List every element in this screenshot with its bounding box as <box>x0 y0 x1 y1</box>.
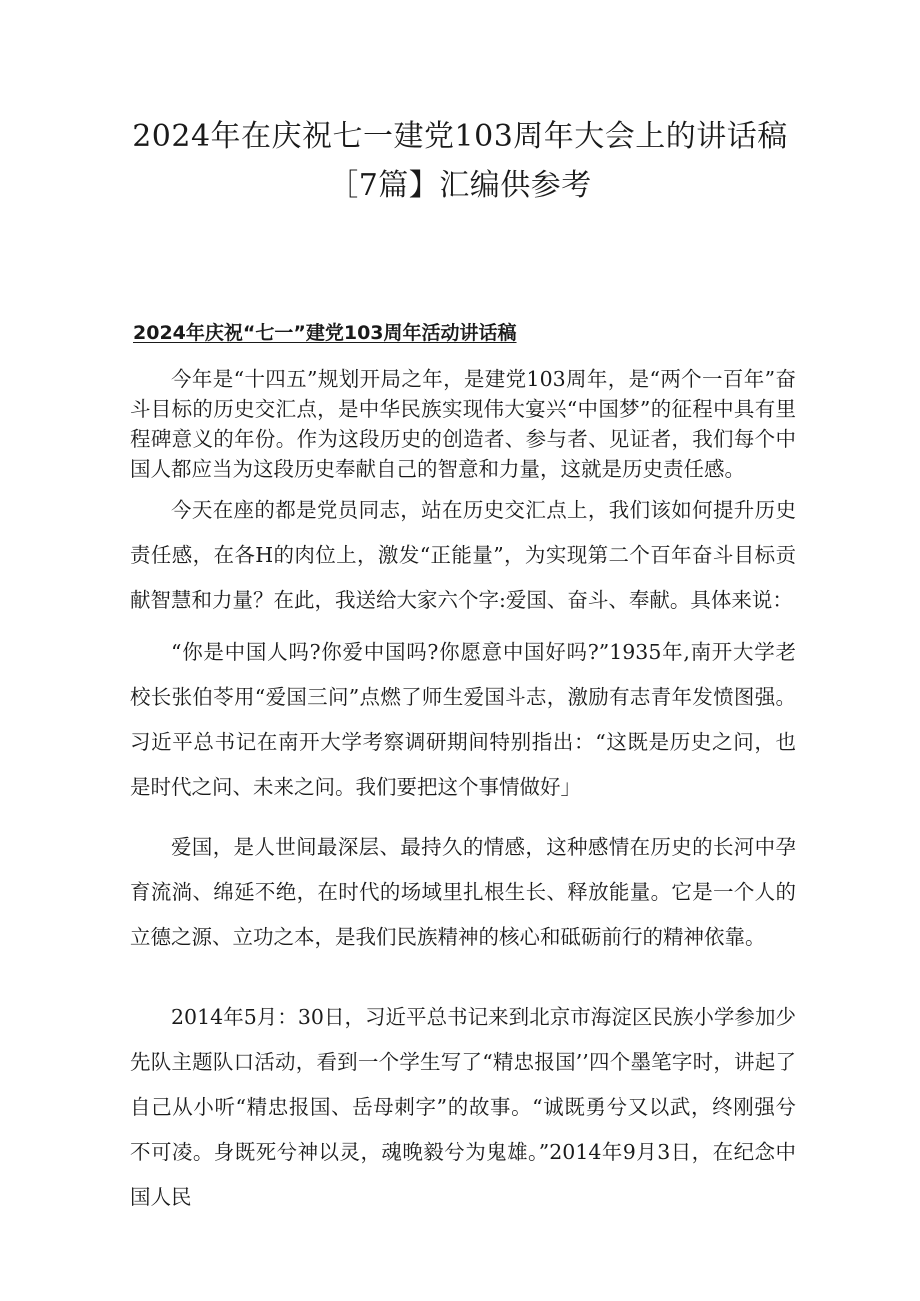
document-title: 2024年在庆祝七一建党103周年大会上的讲话稿［7篇】汇编供参考 <box>132 119 788 203</box>
paragraph-3: “你是中国人吗?你爱中国吗?你愿意中国好吗?”1935年,南开大学老校长张伯苓用“爱国三问”点燃了师生爱国斗志，激励有志青年发愤图强。习近平总书记在南开大学考察调研期间特别指出：“这既是历史之问，也是时代之问、未来之问。我们要把这个事情做好」 <box>130 640 796 799</box>
paragraph-4: 爱国，是人世间最深层、最持久的情感，这种感情在历史的长河中孕育流淌、绵延不绝，在时代的场域里扎根生长、释放能量。它是一个人的立德之源、立功之本，是我们民族精神的核心和砥砺前行的精神依靠。 <box>130 835 796 949</box>
paragraph-2: 今天在座的都是党员同志，站在历史交汇点上，我们该如何提升历史责任感，在各H的肉位上，激发“正能量”，为实现第二个百年奋斗目标贡献智慧和力量？在此，我送给大家六个字:爱国、奋斗、奉献。具体来说： <box>130 498 796 612</box>
section-heading: 2024年庆祝“七一”建党103周年活动讲话稿 <box>133 322 517 344</box>
paragraph-1: 今年是“十四五”规划开局之年，是建党103周年，是“两个一百年”奋斗目标的历史交汇点，是中华民族实现伟大宴兴“中国梦”的征程中具有里程碑意义的年份。作为这段历史的创造者、参与者、见证者，我们每个中国人都应当为这段历史奉献自己的智意和力量，这就是历史责任感。 <box>130 367 796 481</box>
paragraph-5: 2014年5月：30日，习近平总书记来到北京市海淀区民族小学参加少先队主题队口活动，看到一个学生写了“精忠报国’’四个墨笔字时，讲起了自己从小听“精忠报国、岳母刺字”的故事。“诚既勇兮又以武，终刚强兮不可凌。身既死兮神以灵，魂晚毅兮为鬼雄。”2014年9月3日，在纪念中国人民 <box>130 1005 796 1209</box>
